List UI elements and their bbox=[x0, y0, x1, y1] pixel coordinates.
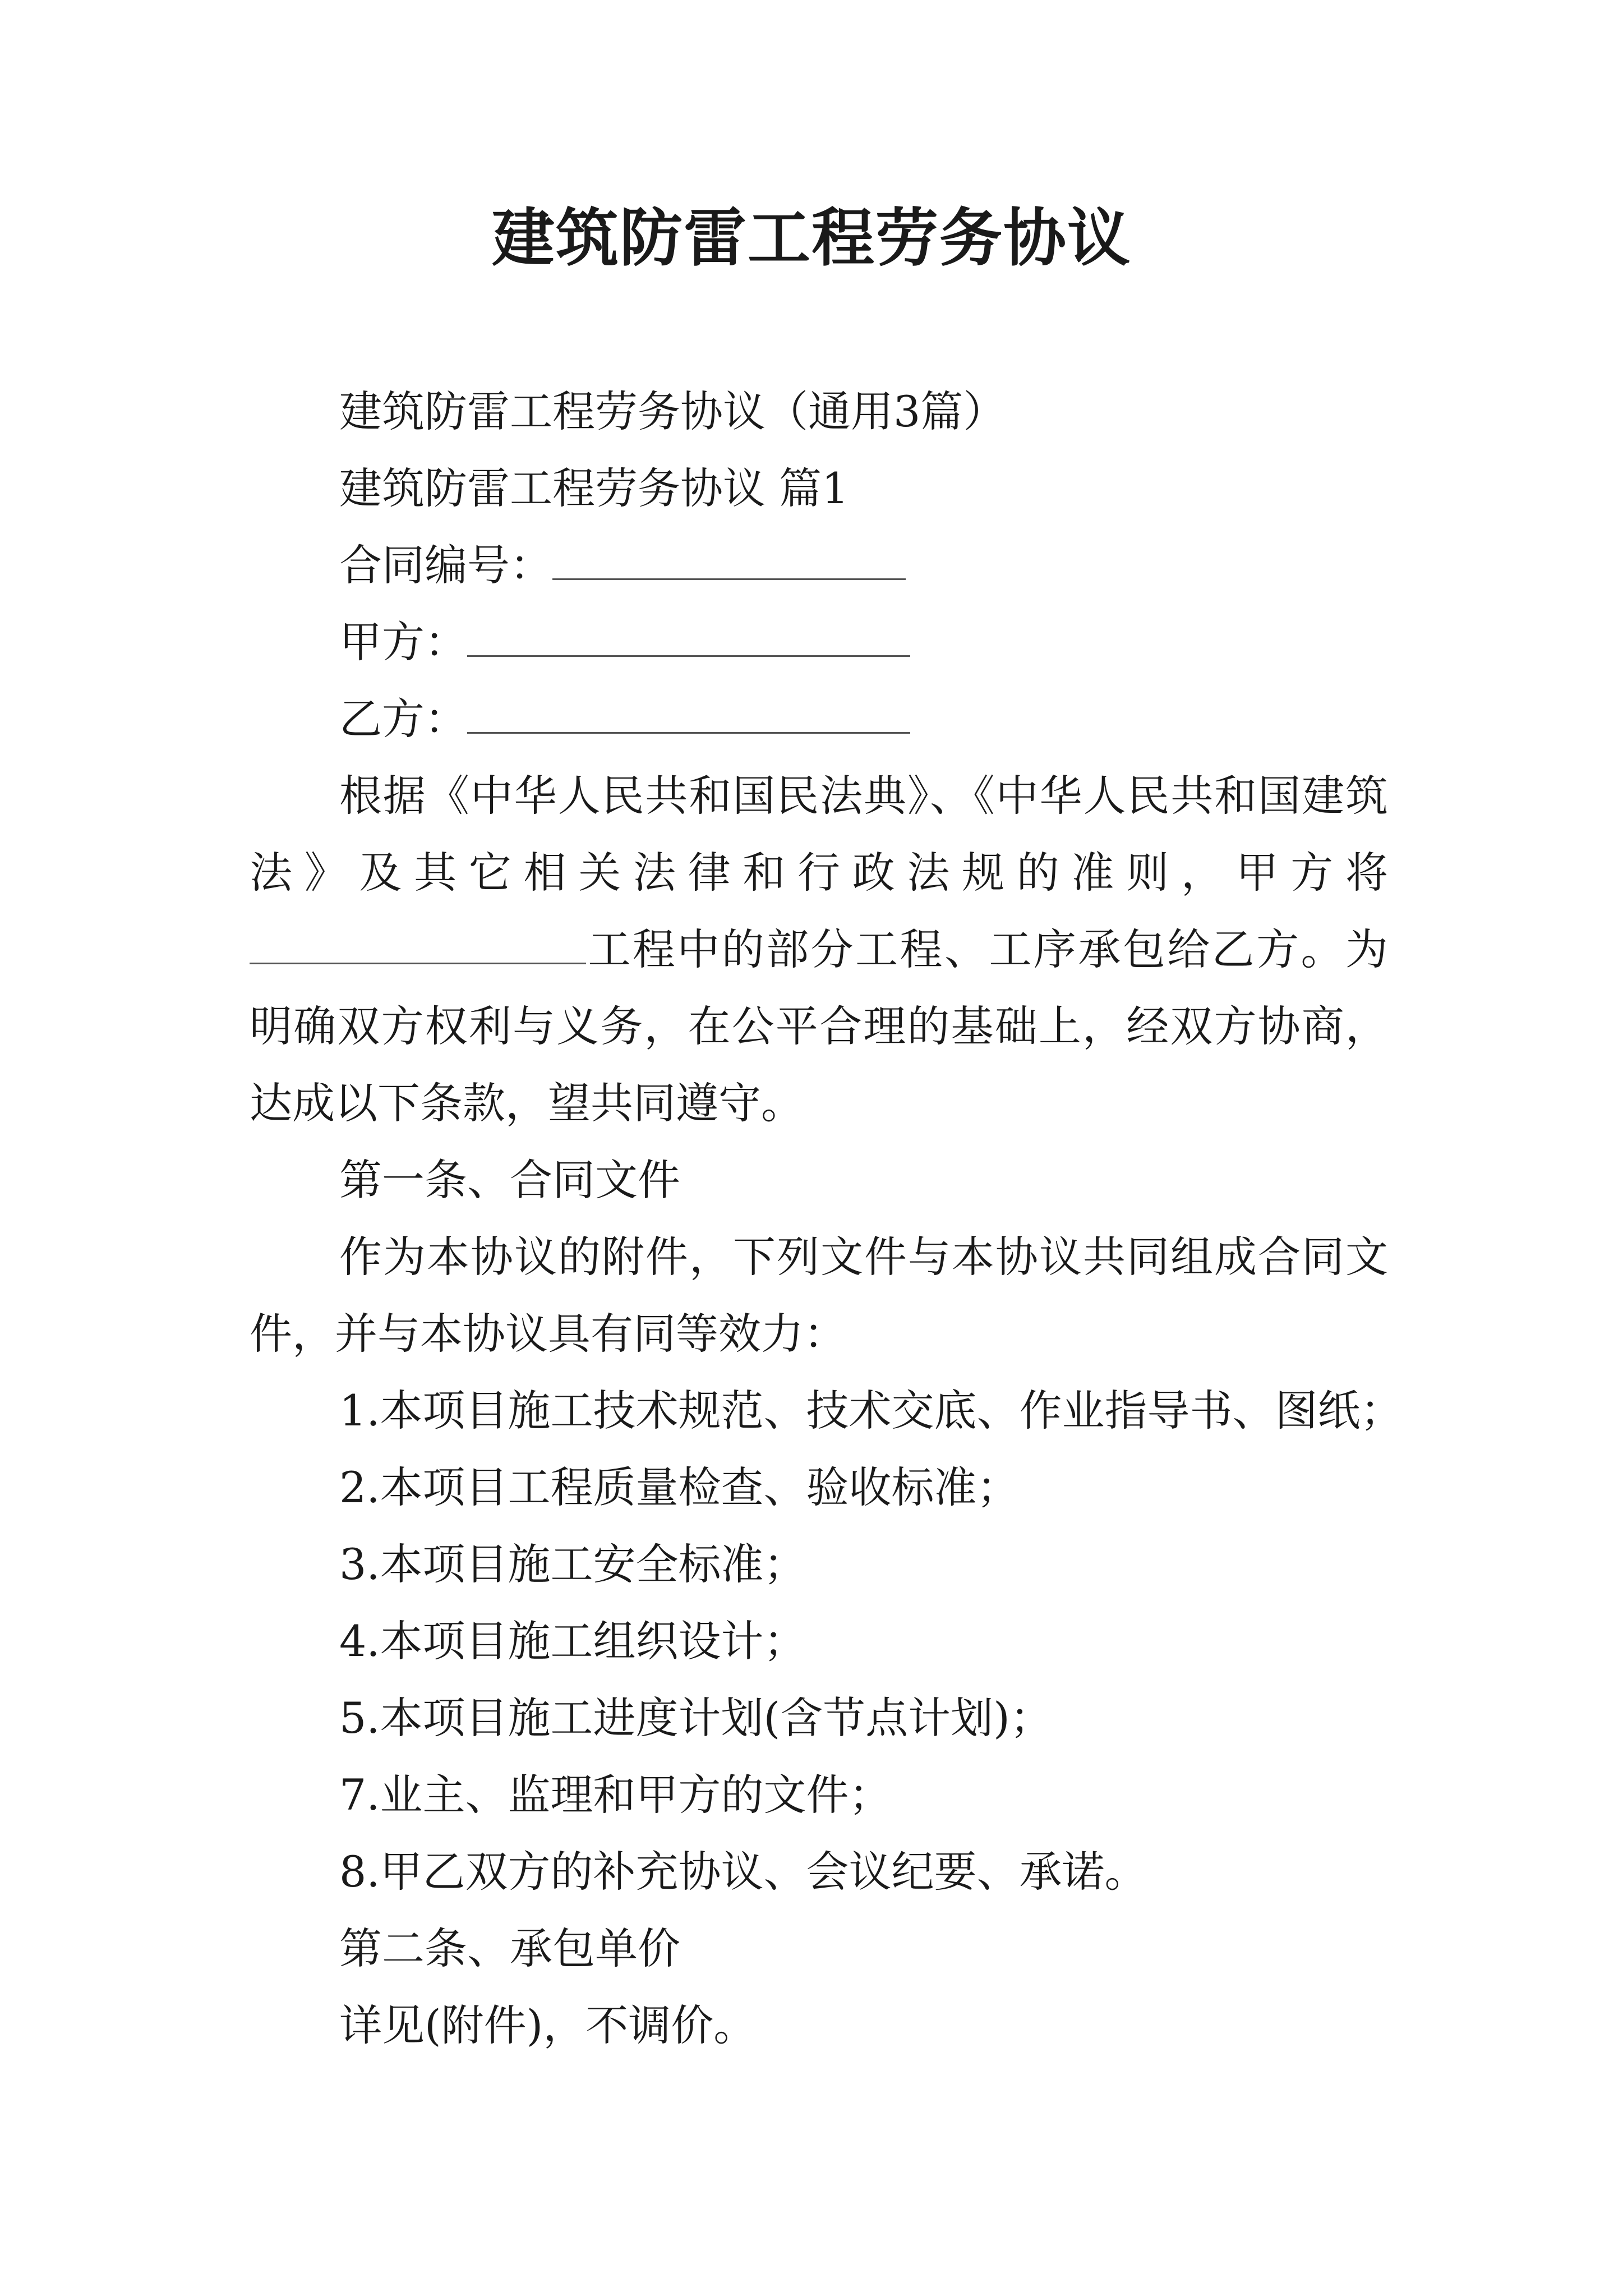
article-1-heading: 第一条、合同文件 bbox=[339, 1155, 680, 1205]
intro-text-2: 工程中的部分工程、工序承包给乙方。为明确双方权利与义务，在公平合理的基础上，经双方协商，达成以下条款，望共同遵守。 bbox=[250, 924, 1388, 1128]
party-a-label: 甲方： bbox=[339, 617, 467, 667]
article-2-heading: 第二条、承包单价 bbox=[339, 1924, 680, 1973]
subtitle: 建筑防雷工程劳务协议（通用3篇） bbox=[339, 386, 1006, 436]
document-title: 建筑防雷工程劳务协议 bbox=[492, 201, 1131, 275]
contract-number-label: 合同编号： bbox=[339, 540, 552, 590]
section-heading: 建筑防雷工程劳务协议 篇1 bbox=[339, 463, 849, 513]
contract-number-blank bbox=[552, 542, 906, 580]
party-a-line bbox=[250, 604, 1388, 680]
article-1-item: 8.甲乙双方的补充协议、会议纪要、承诺。 bbox=[339, 1847, 1147, 1897]
article-1-item: 1.本项目施工技术规范、技术交底、作业指导书、图纸； bbox=[339, 1386, 1403, 1435]
project-name-blank bbox=[250, 927, 586, 964]
article-1-item: 2.本项目工程质量检查、验收标准； bbox=[339, 1462, 1020, 1512]
article-1-item: 5.本项目施工进度计划(含节点计划)； bbox=[339, 1693, 1053, 1743]
article-1-item: 4.本项目施工组织设计； bbox=[339, 1616, 806, 1666]
article-2-description: 详见(附件)，不调价。 bbox=[339, 2000, 757, 2050]
intro-text-1: 根据《中华人民共和国民法典》、《中华人民共和国建筑法》及其它相关法律和行政法规的准则，甲方将 bbox=[250, 771, 1388, 898]
article-1-item: 3.本项目施工安全标准； bbox=[339, 1539, 806, 1589]
party-a-blank bbox=[467, 619, 910, 657]
document-body bbox=[250, 373, 1403, 2064]
intro-paragraph bbox=[250, 757, 1388, 1142]
party-b-blank bbox=[467, 696, 910, 734]
article-1-item: 7.业主、监理和甲方的文件； bbox=[339, 1770, 892, 1820]
contract-number-line bbox=[250, 527, 1388, 604]
party-b-label: 乙方： bbox=[339, 694, 467, 744]
party-b-line bbox=[250, 680, 1388, 757]
article-1-description: 作为本协议的附件，下列文件与本协议共同组成合同文件，并与本协议具有同等效力： bbox=[250, 1232, 1388, 1359]
